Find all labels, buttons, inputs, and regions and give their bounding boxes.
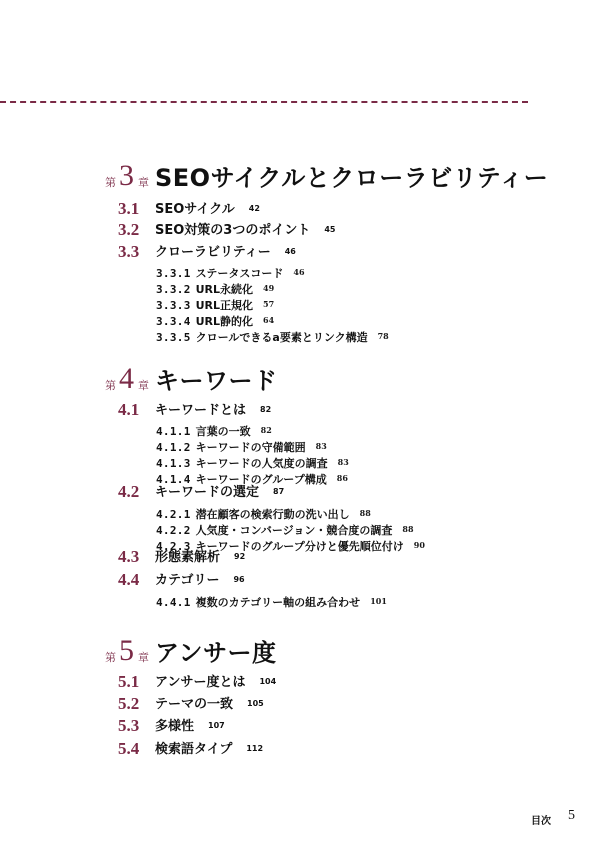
- chapter-number: 4: [119, 362, 134, 395]
- section-number: 4.2: [118, 482, 140, 501]
- page-ref: 45: [324, 225, 336, 234]
- page-ref: 64: [263, 315, 275, 325]
- chapter-prefix: 第: [105, 176, 116, 189]
- toc-section[interactable]: [118, 399, 588, 421]
- toc-section[interactable]: [118, 241, 588, 263]
- section-title-text: キーワードとは: [155, 403, 247, 418]
- page-ref: 107: [208, 721, 225, 730]
- section-number: 5.1: [118, 672, 140, 691]
- header-dashed-rule: [0, 101, 528, 103]
- subsection-title: 複数のカテゴリー軸の組み合わせ: [195, 596, 361, 609]
- toc-subsection[interactable]: [156, 452, 596, 468]
- toc-subsection[interactable]: [156, 262, 596, 278]
- chapter-heading[interactable]: [105, 161, 585, 195]
- page-ref: 104: [259, 677, 277, 686]
- subsection-number: 4.2.3: [156, 540, 191, 553]
- section-title: [155, 740, 263, 759]
- chapter-heading[interactable]: [105, 364, 585, 398]
- page-ref: 57: [263, 299, 275, 309]
- section-title: [155, 571, 245, 590]
- page-ref: 83: [337, 457, 349, 467]
- section-title: [155, 483, 284, 502]
- section-title: [155, 673, 276, 692]
- chapter-title: アンサー度: [155, 639, 277, 667]
- page-ref: 88: [402, 524, 414, 534]
- subsection-number: 4.1.1: [156, 425, 191, 438]
- subsection-title: 言葉の一致: [195, 425, 251, 438]
- chapter-prefix: 第: [105, 379, 116, 392]
- section-number: 5.4: [118, 739, 140, 758]
- toc-subsection[interactable]: [156, 519, 596, 535]
- subsection-number: 4.2.2: [156, 524, 191, 537]
- page-ref: 90: [413, 540, 425, 550]
- subsection-title: キーワードの守備範囲: [195, 441, 306, 454]
- section-number: 4.3: [118, 547, 140, 566]
- toc-section[interactable]: [118, 569, 588, 591]
- section-number: 5.3: [118, 716, 140, 735]
- subsection-number: 4.1.2: [156, 441, 191, 454]
- subsection-number: 3.3.2: [156, 283, 191, 296]
- toc-subsection[interactable]: [156, 294, 596, 310]
- toc-section[interactable]: [118, 693, 588, 715]
- subsection-title: キーワードのグループ分けと優先順位付け: [195, 540, 404, 553]
- section-title: [155, 695, 264, 714]
- toc-subsection[interactable]: [156, 503, 596, 519]
- page-ref: 82: [260, 425, 272, 435]
- section-title-text: SEO対策の3つのポイント: [155, 223, 311, 238]
- subsection-title: 人気度・コンバージョン・競合度の調査: [195, 524, 393, 537]
- section-title: [155, 200, 260, 219]
- toc-subsection[interactable]: [156, 420, 596, 436]
- page-ref: 96: [233, 575, 245, 584]
- page-ref: 78: [377, 331, 389, 341]
- subsection-title: URL正規化: [195, 299, 254, 312]
- page-ref: 92: [234, 552, 246, 561]
- section-title: [155, 243, 296, 262]
- section-number: 3.3: [118, 242, 140, 261]
- subsection-title: ステータスコード: [195, 267, 284, 280]
- page-ref: 88: [359, 508, 371, 518]
- subsection-number: 3.3.4: [156, 315, 191, 328]
- page-ref: 82: [260, 405, 272, 414]
- page-ref: 87: [273, 487, 285, 496]
- subsection-number: 4.2.1: [156, 508, 191, 521]
- section-title-text: キーワードの選定: [155, 485, 260, 500]
- footer-label: 目次: [531, 816, 551, 827]
- page-ref: 46: [293, 267, 305, 277]
- section-title-text: 検索語タイプ: [155, 742, 233, 757]
- page-number: 5: [568, 808, 575, 823]
- subsection-number: 4.4.1: [156, 596, 191, 609]
- chapter-suffix: 章: [138, 651, 149, 664]
- toc-section[interactable]: [118, 198, 588, 220]
- page-ref: 42: [248, 204, 260, 213]
- section-title: [155, 717, 225, 736]
- toc-subsection[interactable]: [156, 591, 596, 607]
- page-ref: 49: [263, 283, 275, 293]
- section-number: 4.1: [118, 400, 140, 419]
- chapter-number: 5: [119, 634, 134, 667]
- toc-section[interactable]: [118, 546, 588, 568]
- chapter-number: 3: [119, 159, 134, 192]
- section-title: [155, 221, 335, 240]
- subsection-number: 4.1.3: [156, 457, 191, 470]
- section-title-text: 多様性: [155, 719, 195, 734]
- chapter-heading[interactable]: [105, 636, 585, 670]
- subsection-number: 3.3.1: [156, 267, 191, 280]
- subsection-title: キーワードの人気度の調査: [195, 457, 328, 470]
- section-title-text: 形態素解析: [155, 550, 221, 565]
- toc-subsection[interactable]: [156, 310, 596, 326]
- toc-section[interactable]: [118, 671, 588, 693]
- subsection-number: 3.3.3: [156, 299, 191, 312]
- toc-subsection[interactable]: [156, 278, 596, 294]
- subsection-number: 3.3.5: [156, 331, 191, 344]
- page-ref: 101: [370, 596, 387, 606]
- section-number: 3.2: [118, 220, 140, 239]
- chapter-suffix: 章: [138, 379, 149, 392]
- chapter-suffix: 章: [138, 176, 149, 189]
- toc-section[interactable]: [118, 738, 588, 760]
- section-title-text: カテゴリー: [155, 573, 220, 588]
- page-ref: 105: [247, 699, 264, 708]
- chapter-prefix: 第: [105, 651, 116, 664]
- section-title-text: テーマの一致: [155, 697, 234, 712]
- subsection-title: URL永続化: [195, 283, 254, 296]
- subsection-title: URL静的化: [195, 315, 254, 328]
- toc-subsection[interactable]: [156, 436, 596, 452]
- subsection-title: 潜在顧客の検索行動の洗い出し: [195, 508, 350, 521]
- section-number: 4.4: [118, 570, 140, 589]
- subsection-title: クロールできるa要素とリンク構造: [195, 331, 368, 344]
- chapter-title: SEOサイクルとクローラビリティー: [155, 164, 549, 192]
- subsection-number: 4.1.4: [156, 473, 191, 486]
- subsection-title: キーワードのグループ構成: [195, 473, 327, 486]
- toc-section[interactable]: [118, 481, 588, 503]
- page-ref: 86: [336, 473, 348, 483]
- toc-section[interactable]: [118, 219, 588, 241]
- section-title-text: アンサー度とは: [155, 675, 246, 690]
- section-title-text: クローラビリティー: [155, 245, 271, 260]
- section-number: 3.1: [118, 199, 140, 218]
- chapter-title: キーワード: [155, 367, 278, 395]
- toc-subsection[interactable]: [156, 326, 596, 342]
- section-title-text: SEOサイクル: [155, 202, 235, 217]
- section-title: [155, 401, 271, 420]
- section-title: [155, 548, 245, 567]
- section-number: 5.2: [118, 694, 140, 713]
- page-ref: 112: [246, 744, 264, 753]
- toc-section[interactable]: [118, 715, 588, 737]
- page-ref: 46: [284, 247, 296, 256]
- page-ref: 83: [315, 441, 327, 451]
